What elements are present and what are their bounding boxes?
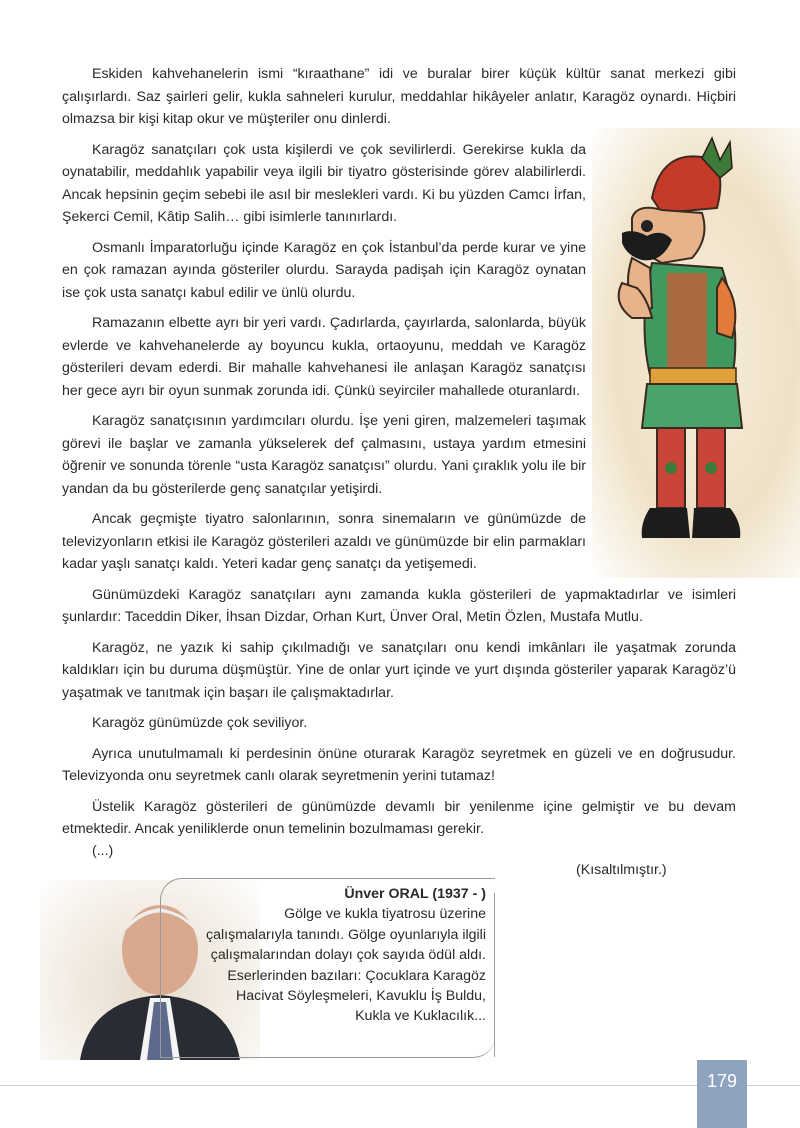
author-bio (200, 884, 486, 1027)
text-ellipsis: (...) (92, 843, 114, 859)
page-number: 179 (706, 1071, 738, 1091)
paragraph-5: Karagöz sanatçısının yardımcıları olurdu. İşe yeni giren, malzemeleri taşımak görevi ile başlar ve zamanla yükselerek def çalmasını, ustaya yardım etmesini öğrenir ve sonunda törenle “usta Karagöz sanatçısı” olurdu. Yani çıraklık yolu ile bir yandan da bu gösterilerde genç sanatçılar yetişirdi. (62, 413, 586, 497)
paragraph-3: Osmanlı İmparatorluğu içinde Karagöz en çok İstanbul’da perde kurar ve yine en çok ramazan ayında gösteriler olurdu. Sarayda padişah için Karagöz oynatan ise çok usta sanatçı kabul edilir ve ünlü olurdu. (62, 239, 586, 301)
karagoz-puppet-image (592, 128, 800, 578)
paragraph-11: Üstelik Karagöz gösterileri de günümüzde devamlı bir yenilenme içine gelmiştir ve bu devam etmektedir. Ancak yeniliklerde onun temelinin bozulmaması gerekir. (62, 798, 736, 837)
paragraph-6: Ancak geçmişte tiyatro salonlarının, sonra sinemaların ve günümüzde de televizyonların etkisi ile Karagöz gösterileri azaldı ve günümüzde bir elin parmakları kadar yaşlı sanatçı kaldı. Yeteri kadar genç sanatçı da yetişemedi. (62, 511, 586, 572)
paragraph-7: Günümüzdeki Karagöz sanatçıları aynı zamanda kukla gösterileri de yapmaktadırlar ve isimleri şunlardır: Taceddin Diker, İhsan Dizdar, Orhan Kurt, Ünver Oral, Metin Özlen, Mustafa Mutlu. (62, 586, 736, 625)
author-description: Gölge ve kukla tiyatrosu üzerine çalışmalarıyla tanındı. Gölge oyunlarıyla ilgili çalışmalarından dolayı çok sayıda ödül aldı. Eserlerinden bazıları: Çocuklara Karagöz Hacivat Söyleşmeleri, Kavuklu İş Buldu, Kukla ve Kuklacılık... (206, 906, 486, 1025)
paragraph-8: Karagöz, ne yazık ki sahip çıkılmadığı ve sanatçıları onu kendi imkânları ile yaşatmak zorunda kaldıkları için bu duruma düşmüştür. Yine de onlar yurt içinde ve yurt dışında gösteriler yaparak Karagöz’ü yaşatmak ve tanıtmak için başarı ile çalışmaktadırlar. (62, 639, 736, 701)
author-name: Ünver ORAL (1937 - ) (344, 886, 486, 902)
paragraph-2: Karagöz sanatçıları çok usta kişilerdi ve çok sevilirlerdi. Gerekirse kukla da oynatabilir, meddahlık yapabilir veya ilgili bir tiyatro gösterisinde görev alabilirlerdi. Ancak hepsinin geçim sebebi ile asıl bir meslekleri vardı. Ki bu yüzden Camcı İrfan, Şekerci Cemil, Kâtip Salih… gibi isimlerle tanınırlardı. (62, 141, 586, 225)
paragraph-10: Ayrıca unutulmamalı ki perdesinin önüne oturarak Karagöz seyretmek en güzeli ve en doğrusudur. Televizyonda onu seyretmek canlı olarak seyretmenin yerini tutamaz! (62, 745, 736, 784)
paragraph-1: Eskiden kahvehanelerin ismi “kıraathane” idi ve buralar birer küçük kültür sanat merkezi gibi çalışırlardı. Saz şairleri gelir, kukla sahneleri kurulur, meddahlar hikâyeler anlatır, Karagöz oynardı. Hiçbiri olmazsa bir kişi kitap okur ve müşteriler onu dinlerdi. (62, 66, 736, 127)
paragraph-9: Karagöz günümüzde çok seviliyor. (92, 715, 308, 731)
shortened-note: (Kısaltılmıştır.) (576, 862, 667, 878)
karagoz-puppet-drawing (592, 128, 800, 578)
paragraph-4: Ramazanın elbette ayrı bir yeri vardı. Çadırlarda, çayırlarda, salonlarda, büyük evlerde ve kahvehanelerde ay boyuncu kukla, ortaoyunu, meddah ve Karagöz gösterileri devam ederdi. Bir mahalle kahvehanesi ile anlaşan Karagöz sanatçısı her gece ayrı bir oyun sunmak zorunda idi. Çünkü seyirciler mahallede oturanlardı. (62, 315, 586, 399)
footer-divider (0, 1085, 800, 1086)
